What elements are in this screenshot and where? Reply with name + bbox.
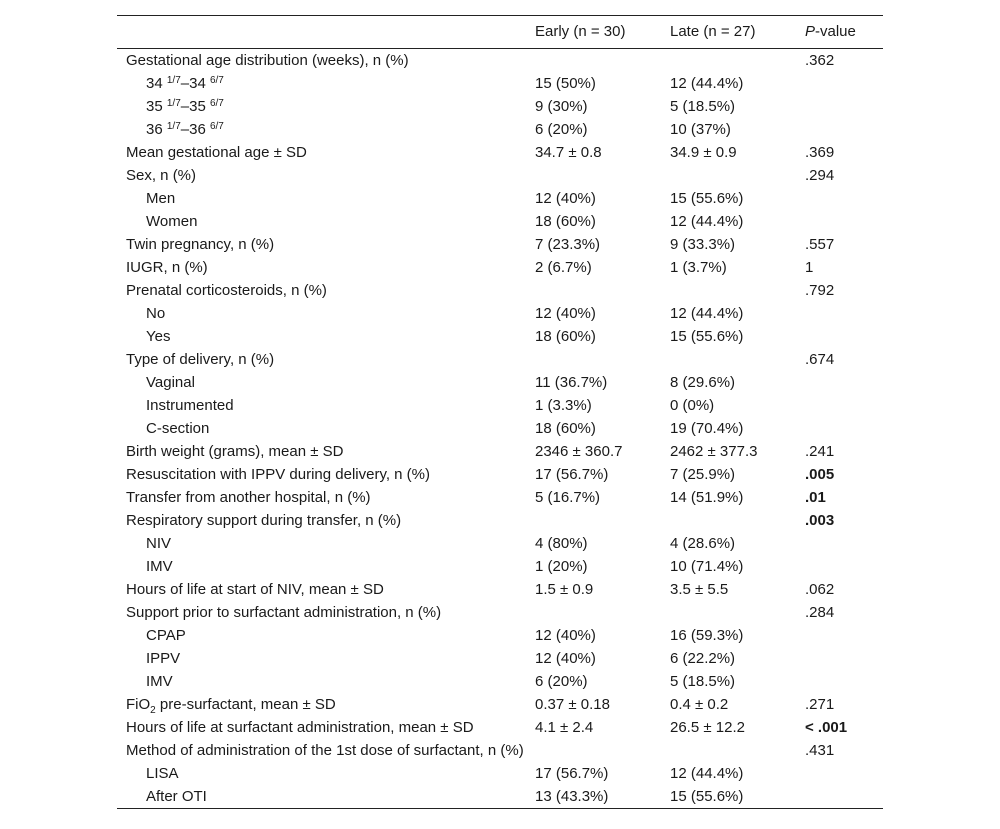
- row-early: 0.37 ± 0.18: [535, 696, 610, 713]
- ga-label-mid: –35: [180, 98, 210, 115]
- row-early: 1.5 ± 0.9: [535, 581, 594, 598]
- ga-label-sup: 1/7: [166, 98, 181, 109]
- row-label: IMV: [146, 673, 173, 690]
- row-late: 8 (29.6%): [670, 374, 736, 391]
- row-late: 6 (22.2%): [670, 650, 736, 667]
- table-row: [117, 302, 883, 325]
- row-late: 15 (55.6%): [670, 788, 744, 805]
- row-pvalue: .005: [805, 466, 835, 483]
- table-row: [117, 601, 883, 624]
- row-label: Prenatal corticosteroids, n (%): [126, 282, 327, 299]
- row-early: 4.1 ± 2.4: [535, 719, 594, 736]
- ga-label-sup: 1/7: [166, 75, 181, 86]
- row-late: 0 (0%): [670, 397, 715, 414]
- table-row: [117, 578, 883, 601]
- row-early: 11 (36.7%): [535, 374, 608, 391]
- row-early: 2346 ± 360.7: [535, 443, 623, 460]
- row-label: Men: [146, 190, 176, 207]
- ga-label-mid: –36: [180, 121, 210, 138]
- row-early: 12 (40%): [535, 650, 596, 667]
- table-row: [117, 785, 883, 808]
- row-late: 0.4 ± 0.2: [670, 696, 729, 713]
- row-early: 5 (16.7%): [535, 489, 601, 506]
- table-row: [117, 256, 883, 279]
- table-row: [117, 716, 883, 739]
- row-label: IUGR, n (%): [126, 259, 208, 276]
- row-label: NIV: [146, 535, 172, 552]
- row-label: Birth weight (grams), mean ± SD: [126, 443, 344, 460]
- row-label: [126, 693, 336, 716]
- ga-label-start: 36: [146, 121, 167, 138]
- table-row: [117, 486, 883, 509]
- row-early: 6 (20%): [535, 673, 588, 690]
- row-early: 18 (60%): [535, 213, 596, 230]
- row-label: Twin pregnancy, n (%): [126, 236, 275, 253]
- row-label: Respiratory support during transfer, n (%): [126, 512, 402, 529]
- ga-label-start: 34: [146, 75, 167, 92]
- row-late: 1 (3.7%): [670, 259, 727, 276]
- row-label: LISA: [146, 765, 179, 782]
- row-pvalue: .431: [805, 742, 835, 759]
- table-row: [117, 210, 883, 233]
- row-label: Gestational age distribution (weeks), n (%): [126, 52, 409, 69]
- ga-label-sup: 1/7: [166, 121, 181, 132]
- row-pvalue: .241: [805, 443, 835, 460]
- table-row: [117, 164, 883, 187]
- table-header-row: [117, 16, 883, 49]
- row-early: 17 (56.7%): [535, 765, 609, 782]
- row-pvalue: .271: [805, 696, 835, 713]
- table-row: [117, 440, 883, 463]
- table-row: [117, 463, 883, 486]
- row-label: IPPV: [146, 650, 181, 667]
- table-row: [117, 187, 883, 210]
- row-early: 13 (43.3%): [535, 788, 609, 805]
- row-early: 2 (6.7%): [535, 259, 592, 276]
- ga-label-sup: 6/7: [209, 98, 224, 109]
- row-pvalue: .003: [805, 512, 835, 529]
- row-label: IMV: [146, 558, 173, 575]
- row-early: 12 (40%): [535, 627, 596, 644]
- row-pvalue: .369: [805, 144, 835, 161]
- row-label: [146, 72, 224, 95]
- row-pvalue: .792: [805, 282, 835, 299]
- row-pvalue: .01: [805, 489, 826, 506]
- characteristics-table: [117, 15, 883, 809]
- row-late: 5 (18.5%): [670, 98, 736, 115]
- row-late: 4 (28.6%): [670, 535, 736, 552]
- header-pvalue: [805, 16, 856, 48]
- row-late: 15 (55.6%): [670, 190, 744, 207]
- row-early: 12 (40%): [535, 190, 596, 207]
- table-row: [117, 72, 883, 95]
- row-early: 4 (80%): [535, 535, 588, 552]
- fio2-label-end: pre-surfactant, mean ± SD: [155, 696, 336, 713]
- row-late: 3.5 ± 5.5: [670, 581, 729, 598]
- table-row: [117, 670, 883, 693]
- row-early: 18 (60%): [535, 328, 596, 345]
- row-pvalue: .557: [805, 236, 835, 253]
- header-late: Late (n = 27): [670, 23, 756, 40]
- row-pvalue: .674: [805, 351, 835, 368]
- row-pvalue: .362: [805, 52, 835, 69]
- row-pvalue: .294: [805, 167, 835, 184]
- table-row: [117, 325, 883, 348]
- table-row: [117, 762, 883, 785]
- table-row: [117, 394, 883, 417]
- row-pvalue: .284: [805, 604, 835, 621]
- row-label: Sex, n (%): [126, 167, 197, 184]
- row-label: CPAP: [146, 627, 186, 644]
- table-row: [117, 118, 883, 141]
- row-pvalue: .062: [805, 581, 835, 598]
- table-row: [117, 279, 883, 302]
- row-early: 1 (3.3%): [535, 397, 592, 414]
- row-late: 12 (44.4%): [670, 75, 744, 92]
- row-label: Yes: [146, 328, 171, 345]
- table-row: [117, 141, 883, 164]
- row-label: Transfer from another hospital, n (%): [126, 489, 371, 506]
- header-early: Early (n = 30): [535, 23, 626, 40]
- header-pvalue-rest: -value: [815, 23, 856, 40]
- row-label: Type of delivery, n (%): [126, 351, 275, 368]
- fio2-label-start: FiO: [126, 696, 151, 713]
- row-label: [146, 95, 224, 118]
- table-row: [117, 348, 883, 371]
- row-late: 26.5 ± 12.2: [670, 719, 745, 736]
- ga-label-start: 35: [146, 98, 167, 115]
- row-late: 19 (70.4%): [670, 420, 744, 437]
- row-early: 12 (40%): [535, 305, 596, 322]
- row-late: 9 (33.3%): [670, 236, 736, 253]
- header-pvalue-italic: P: [805, 23, 816, 40]
- table-row: [117, 647, 883, 670]
- row-late: 12 (44.4%): [670, 305, 744, 322]
- table-row: [117, 95, 883, 118]
- row-late: 5 (18.5%): [670, 673, 736, 690]
- table-row: [117, 624, 883, 647]
- row-late: 34.9 ± 0.9: [670, 144, 737, 161]
- ga-label-sup: 6/7: [209, 121, 224, 132]
- row-label: Hours of life at start of NIV, mean ± SD: [126, 581, 384, 598]
- ga-label-sup: 6/7: [209, 75, 224, 86]
- row-label: Instrumented: [146, 397, 234, 414]
- row-late: 12 (44.4%): [670, 213, 744, 230]
- row-label: C-section: [146, 420, 210, 437]
- table-row: [117, 693, 883, 716]
- row-late: 2462 ± 377.3: [670, 443, 758, 460]
- row-late: 12 (44.4%): [670, 765, 744, 782]
- row-early: 34.7 ± 0.8: [535, 144, 602, 161]
- table-row: [117, 417, 883, 440]
- row-pvalue: 1: [805, 259, 814, 276]
- row-early: 1 (20%): [535, 558, 588, 575]
- table-row: [117, 739, 883, 762]
- row-label: Women: [146, 213, 198, 230]
- row-late: 15 (55.6%): [670, 328, 744, 345]
- row-late: 10 (71.4%): [670, 558, 744, 575]
- table-row: [117, 49, 883, 72]
- row-label: Support prior to surfactant administration, n (%): [126, 604, 442, 621]
- row-label: Hours of life at surfactant administration, mean ± SD: [126, 719, 474, 736]
- row-late: 16 (59.3%): [670, 627, 744, 644]
- row-late: 10 (37%): [670, 121, 731, 138]
- row-early: 7 (23.3%): [535, 236, 601, 253]
- row-early: 17 (56.7%): [535, 466, 609, 483]
- table-row: [117, 509, 883, 532]
- ga-label-mid: –34: [180, 75, 210, 92]
- row-late: 14 (51.9%): [670, 489, 744, 506]
- row-label: Mean gestational age ± SD: [126, 144, 307, 161]
- row-label: Vaginal: [146, 374, 195, 391]
- row-early: 6 (20%): [535, 121, 588, 138]
- row-label: Resuscitation with IPPV during delivery, n (%): [126, 466, 431, 483]
- row-late: 7 (25.9%): [670, 466, 736, 483]
- row-label: After OTI: [146, 788, 207, 805]
- table-row: [117, 532, 883, 555]
- row-label: No: [146, 305, 166, 322]
- row-early: 9 (30%): [535, 98, 588, 115]
- row-pvalue: < .001: [805, 719, 848, 736]
- table-row: [117, 233, 883, 256]
- fio2-label-subscript: 2: [150, 705, 156, 716]
- row-early: 15 (50%): [535, 75, 596, 92]
- row-early: 18 (60%): [535, 420, 596, 437]
- table-row: [117, 555, 883, 578]
- row-label: Method of administration of the 1st dose of surfactant, n (%): [126, 742, 524, 759]
- row-label: [146, 118, 224, 141]
- table-row: [117, 371, 883, 394]
